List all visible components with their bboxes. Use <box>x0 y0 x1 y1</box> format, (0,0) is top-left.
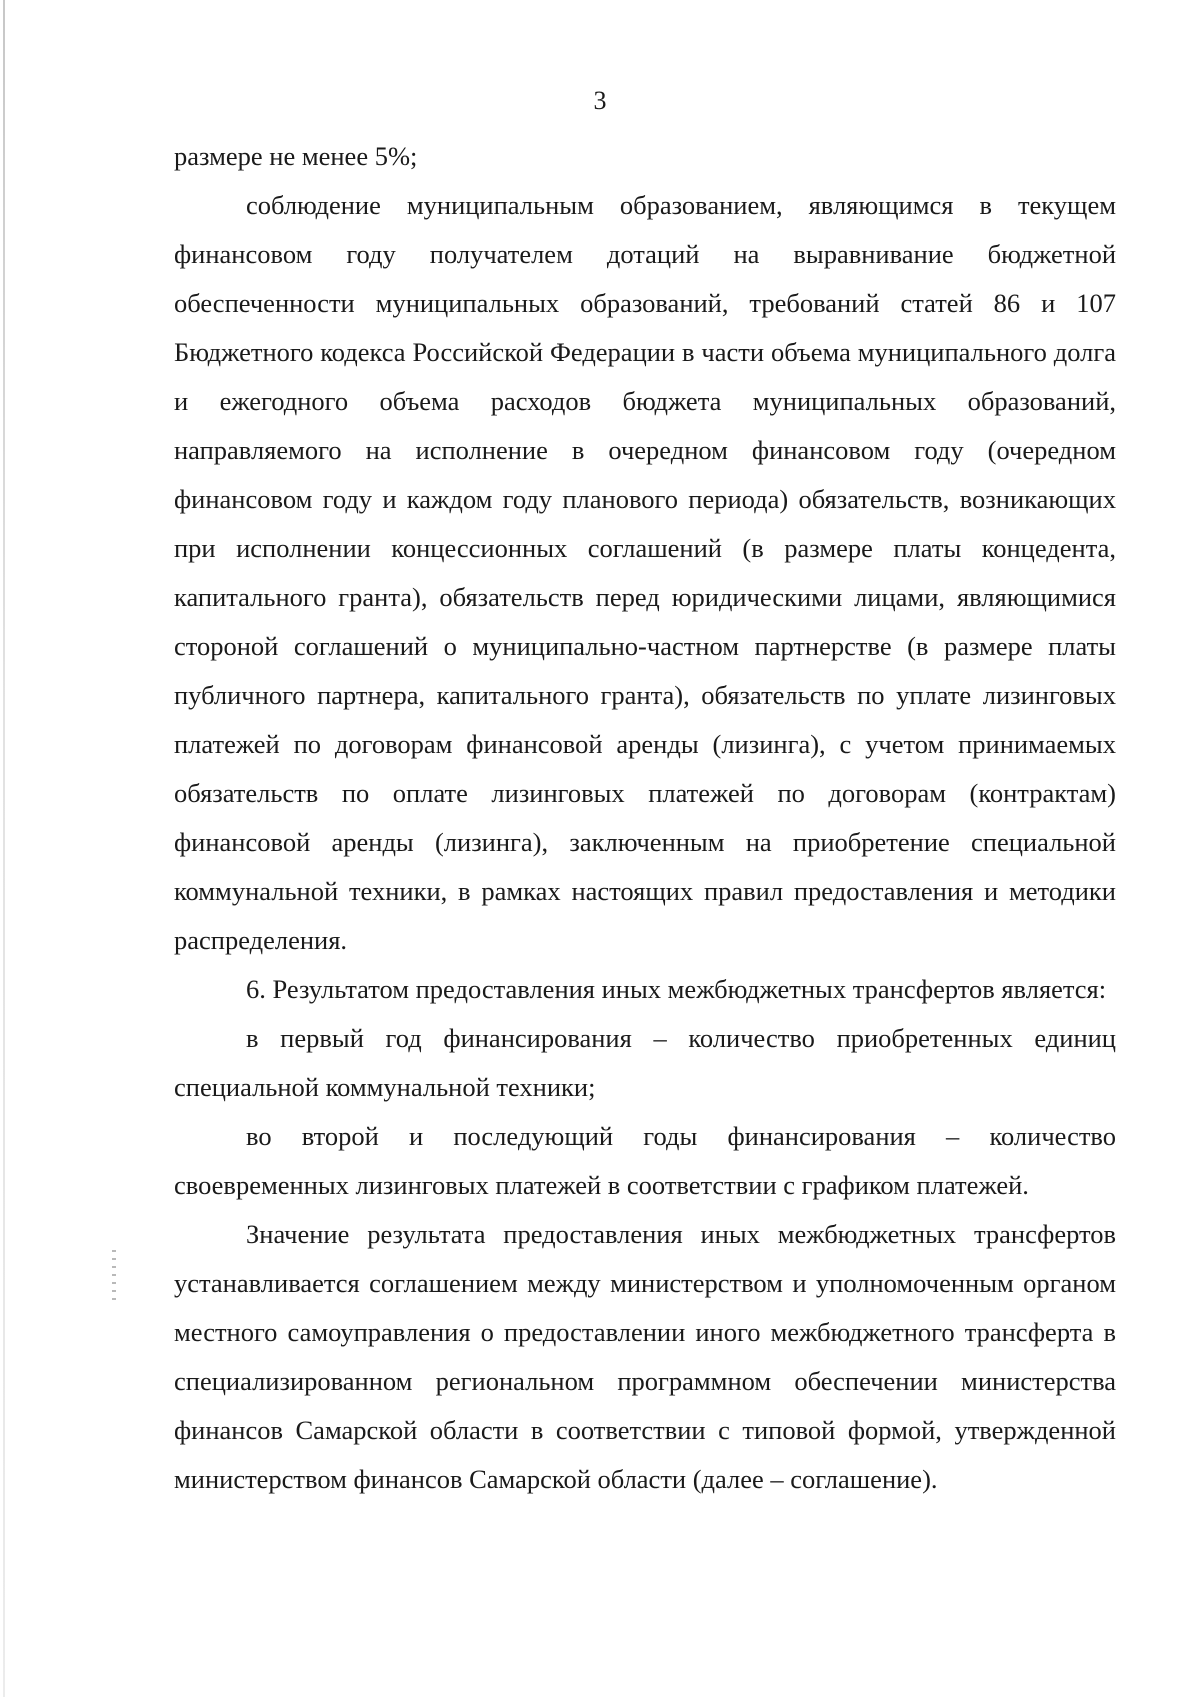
document-body <box>174 132 1116 1504</box>
paragraph-3: 6. Результатом предоставления иных межбюджетных трансфертов является: <box>246 974 1107 1004</box>
paragraph-1: размере не менее 5%; <box>174 141 418 171</box>
scan-artifact-dots <box>112 1250 116 1302</box>
paragraph-5: во второй и последующий годы финансирования – количество своевременных лизинговых платежей в соответствии с графиком платежей. <box>174 1121 1116 1200</box>
scan-edge-shadow <box>3 0 5 1697</box>
paragraph-2: соблюдение муниципальным образованием, являющимся в текущем финансовом году получателем дотаций на выравнивание бюджетной обеспеченности муниципальных образований, требований статей 86 и 107 Бюджетного кодекса Российской Федерации в части объема муниципального долга и ежегодного объема расходов бюджета муниципальных образований, направляемого на исполнение в очередном финансовом году (очередном финансовом году и каждом году планового периода) обязательств, возникающих при исполнении концессионных соглашений (в размере платы концедента, капитального гранта), обязательств перед юридическими лицами, являющимися стороной соглашений о муниципально-частном партнерстве (в размере платы публичного партнера, капитального гранта), обязательств по уплате лизинговых платежей по договорам финансовой аренды (лизинга), с учетом принимаемых обязательств по оплате лизинговых платежей по договорам (контрактам) финансовой аренды (лизинга), заключенным на приобретение специальной коммунальной техники, в рамках настоящих правил предоставления и методики распределения. <box>174 190 1116 955</box>
page-number: 3 <box>593 86 607 115</box>
paragraph-6: Значение результата предоставления иных межбюджетных трансфертов устанавливается соглашением между министерством и уполномоченным органом местного самоуправления о предоставлении иного межбюджетного трансферта в специализированном региональном программном обеспечении министерства финансов Самарской области в соответствии с типовой формой, утвержденной министерством финансов Самарской области (далее – соглашение). <box>174 1219 1116 1494</box>
paragraph-4: в первый год финансирования – количество приобретенных единиц специальной коммунальной техники; <box>174 1023 1116 1102</box>
